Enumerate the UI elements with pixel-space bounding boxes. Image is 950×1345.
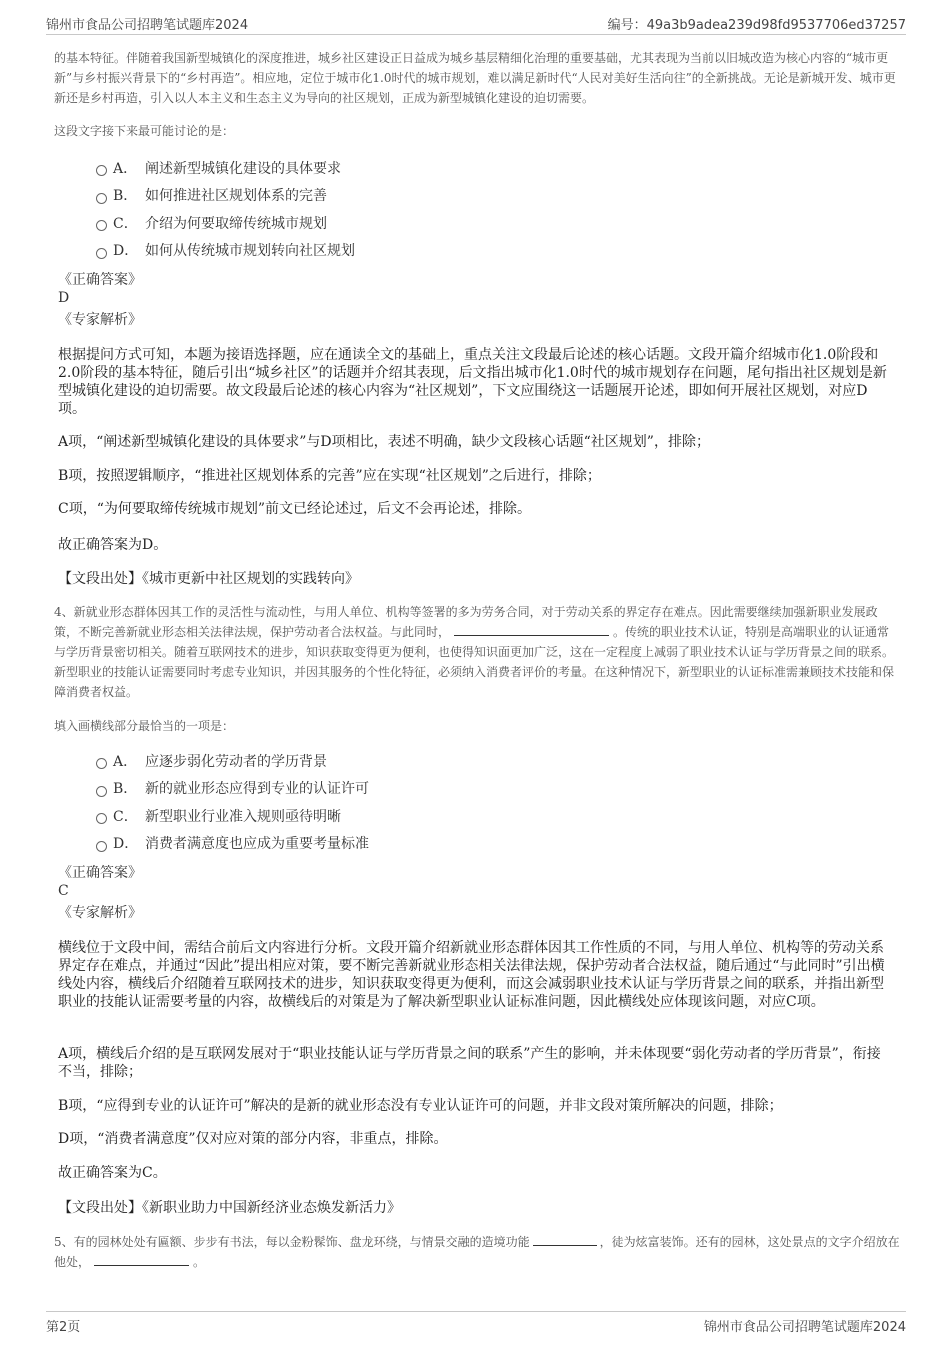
q4-answer: C [58,883,69,899]
page-footer [46,1311,906,1336]
q4-analysis-conclusion: 故正确答案为C。 [58,1165,167,1181]
source-title: 《城市更新中社区规划的实践转向》 [142,571,359,587]
page-number: 第2页 [46,1320,81,1335]
option-text: 新型职业行业准入规则亟待明晰 [145,808,341,825]
option-text: 如何推进社区规划体系的完善 [145,188,327,205]
page-header [46,12,906,35]
source-label: 【文段出处】 [58,571,142,587]
q4-option-a[interactable]: A． 应逐步弱化劳动者的学历背景 [96,747,696,775]
radio-icon[interactable] [96,193,107,204]
radio-icon[interactable] [96,813,107,824]
option-text: 应逐步弱化劳动者的学历背景 [145,753,327,770]
q4-answer-label: 《正确答案》 [58,865,142,881]
option-text: 介绍为何要取缔传统城市规划 [145,215,327,232]
q3-option-d[interactable]: D． 如何从传统城市规划转向社区规划 [96,237,696,265]
q4-analysis-a: A项，横线后介绍的是互联网发展对于“职业技能认证与学历背景之间的联系”产生的影响，并未体现要“弱化劳动者的学历背景”，衔接不当，排除； [58,1046,881,1080]
option-text: 新的就业形态应得到专业的认证许可 [145,781,369,798]
radio-icon[interactable] [96,786,107,797]
q3-analysis-b: B项，按照逻辑顺序，“推进社区规划体系的完善”应在实现“社区规划”之后进行，排除； [58,468,601,484]
radio-icon[interactable] [96,248,107,259]
answer-blank[interactable] [454,634,609,636]
q4-analysis-label: 《专家解析》 [58,905,142,921]
q4-source [58,1197,904,1217]
q4-option-b[interactable]: B． 新的就业形态应得到专业的认证许可 [96,775,696,803]
header-title: 锦州市食品公司招聘笔试题库2024 [46,18,249,33]
q3-answer-label: 《正确答案》 [58,272,142,288]
q4-options [96,747,696,857]
q4-stem: 填入画横线部分最恰当的一项是： [54,719,235,733]
q4-analysis-b: B项，“应得到专业的认证许可”解决的是新的就业形态没有专业认证许可的问题，并非文段对策所解决的问题，排除； [58,1098,783,1114]
q3-source [58,568,904,588]
q3-option-a[interactable]: A． 阐述新型城镇化建设的具体要求 [96,154,696,182]
option-text: 阐述新型城镇化建设的具体要求 [145,160,341,177]
q4-option-d[interactable]: D． 消费者满意度也应成为重要考量标准 [96,830,696,858]
footer-title: 锦州市食品公司招聘笔试题库2024 [703,1320,906,1335]
q3-stem: 这段文字接下来最可能讨论的是： [54,124,235,138]
q4-analysis-d: D项，“消费者满意度”仅对应对策的部分内容，非重点，排除。 [58,1131,448,1147]
q3-passage: 的基本特征。伴随着我国新型城镇化的深度推进，城乡社区建设正日益成为城乡基层精细化治理的重要基础，尤其表现为当前以旧城改造为核心内容的“城市更新”与乡村振兴背景下的“乡村再造”。相应地，定位于城市化1.0时代的城市规划，难以满足新时代“人民对美好生活向往”的全新挑战。无论是新城开发、城市更新还是乡村再造，引入以人本主义和生态主义为导向的社区规划，正成为新型城镇化建设的迫切需要。 [54,51,896,105]
q3-analysis-main: 根据提问方式可知，本题为接语选择题，应在通读全文的基础上，重点关注文段最后论述的核心话题。文段开篇介绍城市化1.0阶段和2.0阶段的基本特征，随后引出“城乡社区”的话题并介绍其表现，后文指出城市化1.0时代的城市规划存在问题，尾句指出社区规划是新型城镇化建设的迫切需要。故文段最后论述的核心内容为“社区规划”，下文应围绕这一话题展开论述，即如何开展社区规划，对应D项。 [58,347,887,417]
q5-passage: 5、有的园林处处有匾额、步步有书法，每以金粉髹饰、盘龙环绕，与情景交融的造境功能 ，徒为炫富装饰。还有的园林，这处景点的文字介绍放在他处， 。 [54,1235,900,1269]
q3-answer: D [58,290,70,306]
source-title: 《新职业助力中国新经济业态焕发新活力》 [142,1200,401,1216]
q3-analysis-a: A项，“阐述新型城镇化建设的具体要求”与D项相比，表述不明确，缺少文段核心话题“社区规划”，排除； [58,434,710,450]
q3-option-b[interactable]: B． 如何推进社区规划体系的完善 [96,182,696,210]
radio-icon[interactable] [96,758,107,769]
q3-option-c[interactable]: C． 介绍为何要取缔传统城市规划 [96,209,696,237]
radio-icon[interactable] [96,165,107,176]
answer-blank[interactable] [533,1244,597,1246]
radio-icon[interactable] [96,220,107,231]
q3-analysis-conclusion: 故正确答案为D。 [58,537,168,553]
header-code: 编号：49a3b9adea239d98fd9537706ed37257 [607,18,906,33]
option-text: 如何从传统城市规划转向社区规划 [145,243,355,260]
answer-blank[interactable] [94,1264,189,1266]
radio-icon[interactable] [96,841,107,852]
q4-passage: 4、新就业形态群体因其工作的灵活性与流动性，与用人单位、机构等签署的多为劳务合同，对于劳动关系的界定存在难点。因此需要继续加强新职业发展政策，不断完善新就业形态相关法律法规，保护劳动者合法权益。与此同时， 。传统的职业技术认证，特别是高端职业的认证通常与学历背景密切相关。随着互联网技术的进步，知识获取变得更为便利，也使得知识面更加广泛，这在一定程度上减弱了职业技术认证与学历背景之间的联系。新型职业的技能认证需要同时考虑专业知识，并因其服务的个性化特征，必须纳入消费者评价的考量。在这种情况下，新型职业的认证标准需兼顾技术技能和保障消费者权益。 [54,605,895,699]
q4-option-c[interactable]: C． 新型职业行业准入规则亟待明晰 [96,802,696,830]
option-text: 消费者满意度也应成为重要考量标准 [145,836,369,853]
q3-analysis-c: C项，“为何要取缔传统城市规划”前文已经论述过，后文不会再论述，排除。 [58,501,532,517]
source-label: 【文段出处】 [58,1200,142,1216]
q4-analysis-main: 横线位于文段中间，需结合前后文内容进行分析。文段开篇介绍新就业形态群体因其工作性质的不同，与用人单位、机构等的劳动关系界定存在难点，并通过“因此”提出相应对策，要不断完善新就业形态相关法律法规，保护劳动者合法权益，随后通过“与此同时”引出横线处内容，横线后介绍随着互联网技术的进步，知识获取变得更为便利，而这会减弱职业技术认证与学历背景之间的联系，并指出新型职业的技能认证需要考量的内容，故横线后的对策是为了解决新型职业认证标准问题，因此横线处应体现该问题，对应C项。 [58,940,885,1010]
q3-options [96,154,696,264]
q3-analysis-label: 《专家解析》 [58,312,142,328]
